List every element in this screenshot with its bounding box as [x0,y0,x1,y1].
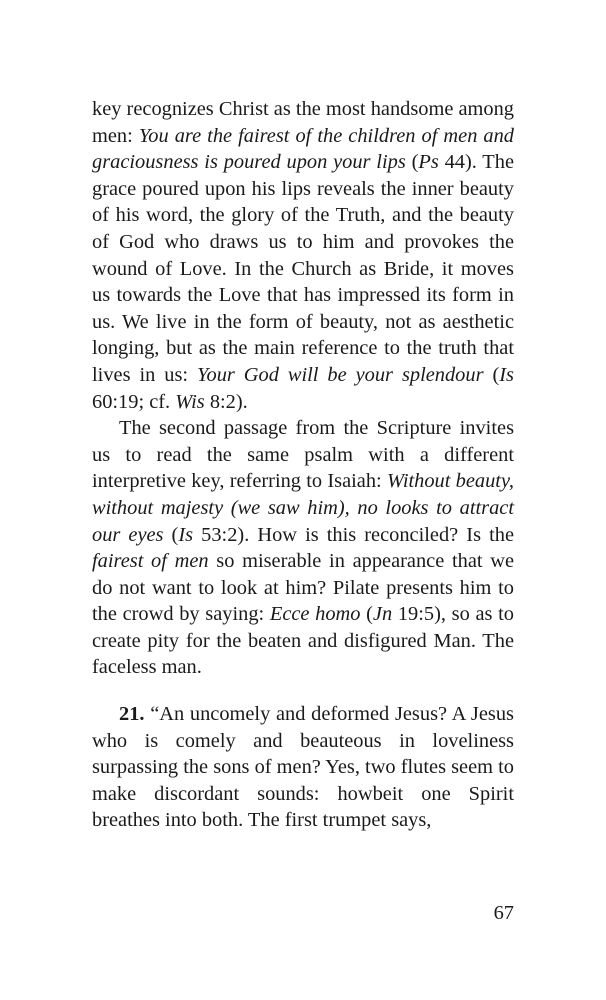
paragraph-1: key recognizes Christ as the most handsome among men: You are the fairest of the children of men and graciousness is poured upon your lips (Ps 44). The grace poured upon his lips reveals the inner beauty of his word, the glory of the Truth, and the beauty of God who draws us to him and provokes the wound of Love. In the Church as Bride, it moves us towards the Love that has impressed its form in us. We live in the form of beauty, not as aesthetic longing, but as the main reference to the truth that lives in us: Your God will be your splendour (Is 60:19; cf. Wis 8:2). [92,98,515,413]
paragraph-2: The second passage from the Scripture invites us to read the same psalm with a different interpretive key, referring to Isaiah: Without beauty, without majesty (we saw him), no looks to attract our eyes (Is 53:2). How is this reconciled? Is the fairest of men so miserable in appearance that we do not want to look at him? Pilate presents him to the crowd by saying: Ecce homo (Jn 19:5), so as to create pity for the beaten and disfigured Man. The faceless man. [92,417,514,679]
body-text [92,96,514,834]
section-number: 21. [119,703,145,726]
paragraph-21: 21. “An uncomely and deformed Jesus? A Jesus who is comely and beauteous in loveliness surpassing the sons of men? Yes, two flutes seem to make discordant sounds: howbeit one Spirit breathes into both. The first trumpet says, [92,703,514,832]
page-number: 67 [493,902,514,924]
